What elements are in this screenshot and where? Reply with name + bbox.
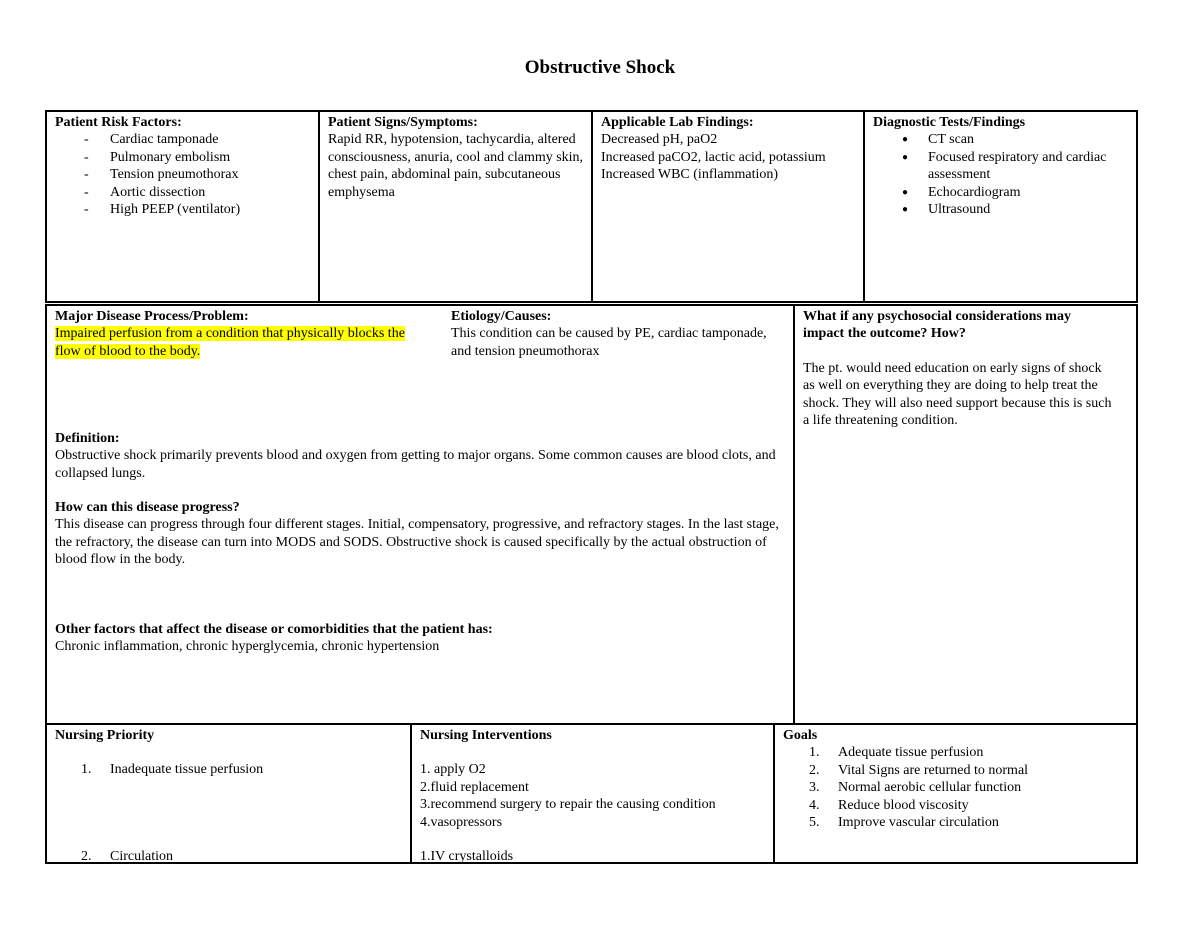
list-item: 3.recommend surgery to repair the causing condition (420, 797, 716, 813)
lab-finding-line: Increased WBC (inflammation) (601, 167, 779, 183)
list-item (783, 744, 1128, 761)
goals-heading: Goals (783, 728, 818, 743)
list-item: - Pulmonary embolism (55, 149, 312, 166)
major-problem-block (55, 308, 427, 360)
nursing-priority-cell (47, 725, 411, 865)
nursing-priority-list (55, 761, 403, 865)
column-divider (793, 306, 795, 723)
nursing-interventions-heading: Nursing Interventions (420, 728, 552, 743)
item-label: Inadequate tissue perfusion (110, 762, 264, 778)
list-item: ● Focused respiratory and cardiac assessment (873, 149, 1128, 184)
other-factors-block (55, 621, 785, 656)
goals-list (783, 744, 1128, 831)
item-number: 2. (809, 762, 820, 778)
psychosocial-heading: What if any psychosocial considerations may impact the outcome? How? (803, 309, 1071, 342)
item-number: 5. (809, 815, 820, 831)
page-title: Obstructive Shock (524, 57, 676, 78)
list-item: 1. apply O2 (420, 762, 486, 778)
list-item: 1.IV crystalloids (420, 849, 514, 865)
list-item: - Aortic dissection (55, 184, 312, 201)
item-label: Circulation (110, 849, 173, 865)
item-number: 4. (809, 797, 820, 813)
row-assessment (45, 110, 1138, 303)
list-item (55, 761, 403, 778)
signs-symptoms-heading: Patient Signs/Symptoms: (328, 115, 478, 130)
risk-factors-list (55, 131, 312, 218)
psychosocial-text: The pt. would need education on early signs of shock as well on everything they are doing to help treat the shock. They will also need support because this is such a life threatening condition. (803, 360, 1112, 429)
risk-factors-cell (47, 112, 320, 301)
list-item: - Tension pneumothorax (55, 166, 312, 183)
lab-findings-heading: Applicable Lab Findings: (601, 115, 754, 130)
item-label: Vital Signs are returned to normal (838, 762, 1029, 778)
major-problem-heading: Major Disease Process/Problem: (55, 309, 249, 324)
list-item: ● CT scan (873, 131, 1128, 148)
nursing-priority-heading: Nursing Priority (55, 728, 155, 743)
definition-text: Obstructive shock primarily prevents blood and oxygen from getting to major organs. Some common causes are blood clots, and collapsed lungs. (55, 448, 776, 481)
list-item (783, 762, 1128, 779)
etiology-block (451, 308, 771, 360)
diagnostic-tests-cell (865, 112, 1136, 301)
goals-cell (775, 725, 1136, 862)
lab-findings-cell (593, 112, 866, 301)
item-label: Improve vascular circulation (838, 815, 999, 831)
item-number: 3. (809, 780, 820, 796)
etiology-text: This condition can be caused by PE, cardiac tamponade, and tension pneumothorax (451, 326, 767, 359)
item-label: Normal aerobic cellular function (838, 780, 1022, 796)
etiology-heading: Etiology/Causes: (451, 309, 552, 324)
other-factors-text: Chronic inflammation, chronic hyperglycemia, chronic hypertension (55, 639, 440, 655)
definition-heading: Definition: (55, 431, 120, 446)
major-problem-text: Impaired perfusion from a condition that physically blocks the flow of blood to the body. (55, 326, 405, 359)
list-item: 4.vasopressors (420, 814, 503, 830)
item-label: Reduce blood viscosity (838, 797, 969, 813)
list-item (783, 779, 1128, 796)
lab-finding-line: Increased paCO2, lactic acid, potassium (601, 149, 826, 165)
list-item: - High PEEP (ventilator) (55, 201, 312, 218)
item-label: Adequate tissue perfusion (838, 745, 984, 761)
risk-factors-heading: Patient Risk Factors: (55, 115, 182, 130)
list-item (783, 814, 1128, 831)
definition-block (55, 430, 785, 482)
lab-finding-line: Decreased pH, paO2 (601, 132, 718, 148)
psychosocial-block (803, 308, 1113, 429)
item-number: 1. (81, 762, 92, 778)
other-factors-heading: Other factors that affect the disease or comorbidities that the patient has: (55, 622, 493, 637)
intervention-group (420, 848, 766, 865)
signs-symptoms-text: Rapid RR, hypotension, tachycardia, altered consciousness, anuria, cool and clammy skin, chest pain, abdominal pain, subcutaneous emphysema (328, 132, 584, 200)
item-number: 1. (809, 745, 820, 761)
list-item: ● Ultrasound (873, 201, 1128, 218)
signs-symptoms-cell (320, 112, 593, 301)
list-item: - Cardiac tamponade (55, 131, 312, 148)
row-nursing-plan (45, 723, 1138, 864)
list-item: ● Echocardiogram (873, 184, 1128, 201)
progression-text: This disease can progress through four different stages. Initial, compensatory, progressive, and refractory stages. In the last stage, the refractory, the disease can turn into MODS and SODS. Obstructive shock is caused specifically by the actual obstruction of blood flow in the body. (55, 517, 779, 568)
intervention-group (420, 761, 766, 831)
progression-block (55, 499, 785, 569)
list-item: 2.fluid replacement (420, 779, 529, 795)
list-item (55, 848, 403, 865)
diagnostic-tests-list (873, 131, 1128, 218)
row-disease-process (45, 304, 1138, 725)
diagnostic-tests-heading: Diagnostic Tests/Findings (873, 115, 1026, 130)
item-number: 2. (81, 849, 92, 865)
list-item (783, 797, 1128, 814)
progression-heading: How can this disease progress? (55, 500, 240, 515)
nursing-interventions-cell (412, 725, 774, 865)
